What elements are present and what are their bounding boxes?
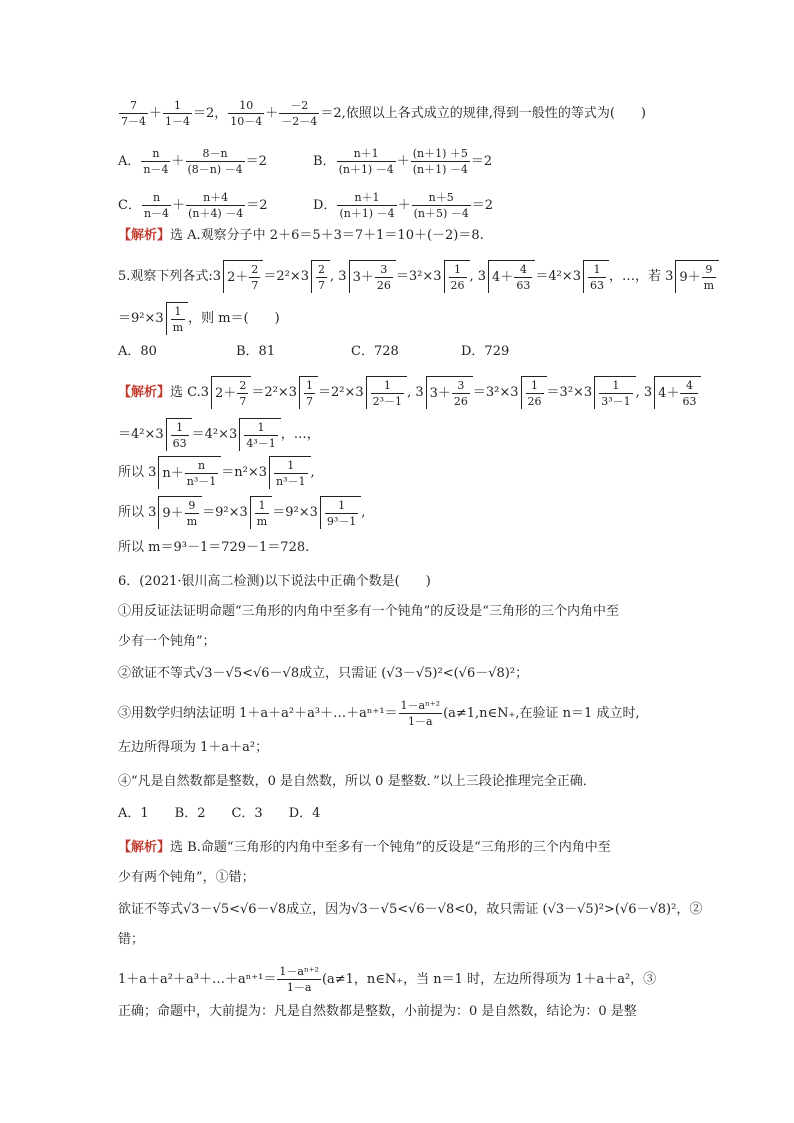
q6-item1-a: ①用反证法证明命题“三角形的内角中至多有一个钝角”的反设是“三角形的三个内角中至: [118, 604, 619, 619]
q6-item4: ④“凡是自然数都是整数，0 是自然数，所以 0 是整数．”以上三段论推理完全正确．: [118, 774, 596, 789]
q5-option-c: C．728: [351, 344, 399, 359]
q5-analysis-line1: 【解析】选 C.3 2＋ $\frac{2}{7}$ ＝2²×3 $\frac{1}{7}$ ＝2²×3 $\frac{1}{\text{2³－1}}$ , 3 3＋ $\frac{3}{26}$ ＝3²×3 $\frac{1}{26}$ ＝3²×3 $\frac{1}{\text{3³－1}}$ , 3 4＋ $\frac{4}{63}$: [118, 376, 701, 409]
analysis-tag: 【解析】: [118, 840, 171, 855]
q5-so-line2: 所以 3 9＋ $\frac{9}{m}$ ＝9²×3 $\frac{1}{m}$ ＝9²×3 $\frac{1}{\text{9³－1}}$ ,: [118, 496, 365, 529]
q6-stem: 6．(2021·银川高二检测)以下说法中正确个数是( ): [118, 574, 431, 589]
analysis-tag: 【解析】: [118, 228, 171, 243]
analysis-tag: 【解析】: [118, 385, 171, 400]
q6-analysis-line5: 1＋a＋a²＋a³＋…＋aⁿ⁺¹＝ $\frac{\text{1－aⁿ⁺²}}{1-a}$ (a≠1，n∈N₊，当 n＝1 时，左边所得项为 1＋a＋a²，③: [118, 965, 657, 994]
q5-option-b: B．81: [236, 344, 276, 359]
q4-option-d: D． $\frac{n+1}{(n+1) -4}$ ＋ $\frac{n+5}{(n+5) -4}$ ＝2: [313, 191, 494, 220]
q6-analysis-line6: 正确；命题中，大前提为：凡是自然数都是整数，小前提为：0 是自然数，结论为：0 是整: [118, 1004, 637, 1019]
q4-option-c: C． $\frac{n}{n-4}$ ＋ $\frac{n+4}{(n+4) -4}$ ＝2: [118, 191, 268, 220]
q6-analysis-line1: 【解析】选 B.命题“三角形的内角中至多有一个钝角”的反设是“三角形的三个内角中至: [118, 840, 611, 855]
q6-item1-b: 少有一个钝角”；: [118, 634, 216, 649]
q4-analysis: 【解析】选 A.观察分子中 2＋6＝5＋3＝7＋1＝10＋(－2)＝8.: [118, 228, 484, 243]
q6-item3-b: 左边所得项为 1＋a＋a²；: [118, 740, 269, 755]
q6-analysis-line2: 少有两个钝角”，①错；: [118, 870, 255, 885]
q6-item3: ③用数学归纳法证明 1＋a＋a²＋a³＋…＋aⁿ⁺¹＝ $\frac{\text{1－aⁿ⁺²}}{1-a}$ (a≠1,n∈N₊,在验证 n＝1 成立时,: [118, 699, 640, 728]
q5-option-d: D．729: [461, 344, 510, 359]
q5-stem-line2: ＝9²×3 $\frac{1}{m}$ ，则 m＝( ): [118, 302, 280, 335]
q4-option-a: A． $\frac{n}{n-4}$ ＋ $\frac{8-n}{(8-n) -4}$ ＝2: [118, 147, 267, 176]
q6-item2: ②欲证不等式√3－√5<√6－√8成立，只需证 (√3－√5)²<(√6－√8)²；: [118, 666, 529, 681]
q5-so-line1: 所以 3 n＋ $\frac{n}{\text{n³－1}}$ ＝n²×3 $\frac{1}{\text{n³－1}}$ ,: [118, 456, 315, 489]
q5-option-a: A．80: [118, 344, 157, 359]
q5-stem-line1: 5.观察下列各式:3 2＋ $\frac{2}{7}$ ＝2²×3 $\frac{2}{7}$ , 3 3＋ $\frac{3}{26}$ ＝3²×3 $\frac{1}{26}$ , 3 4＋ $\frac{4}{63}$ ＝4²×3 $\frac{1}{63}$ ，…，若 3 9＋ $\frac{9}{m}$: [118, 260, 719, 293]
q4-intro: $\frac{7}{7-4}$ ＋ $\frac{1}{1-4}$ ＝2， $\frac{10}{10-4}$ ＋ $\frac{-2}{-2-4}$ ＝2,依照以上各式成立的规律,得到一般性的等式为( ): [121, 99, 646, 128]
q5-analysis-line2: ＝4²×3 $\frac{1}{63}$ ＝4²×3 $\frac{1}{\text{4³－1}}$ ，…，: [118, 418, 320, 451]
q4-option-b: B． $\frac{n+1}{(n+1) -4}$ ＋ $\frac{(n+1) +5}{(n+1) -4}$ ＝2: [313, 147, 493, 176]
q6-options: A．1 B．2 C．3 D．4: [118, 806, 321, 821]
q6-analysis-line4: 错；: [118, 932, 145, 947]
q6-analysis-line3: 欲证不等式√3－√5<√6－√8成立，因为√3－√5<√6－√8<0，故只需证 (√3－√5)²>(√6－√8)²，②: [118, 902, 703, 917]
q5-so-line3: 所以 m＝9³－1＝729－1＝728.: [118, 540, 310, 555]
